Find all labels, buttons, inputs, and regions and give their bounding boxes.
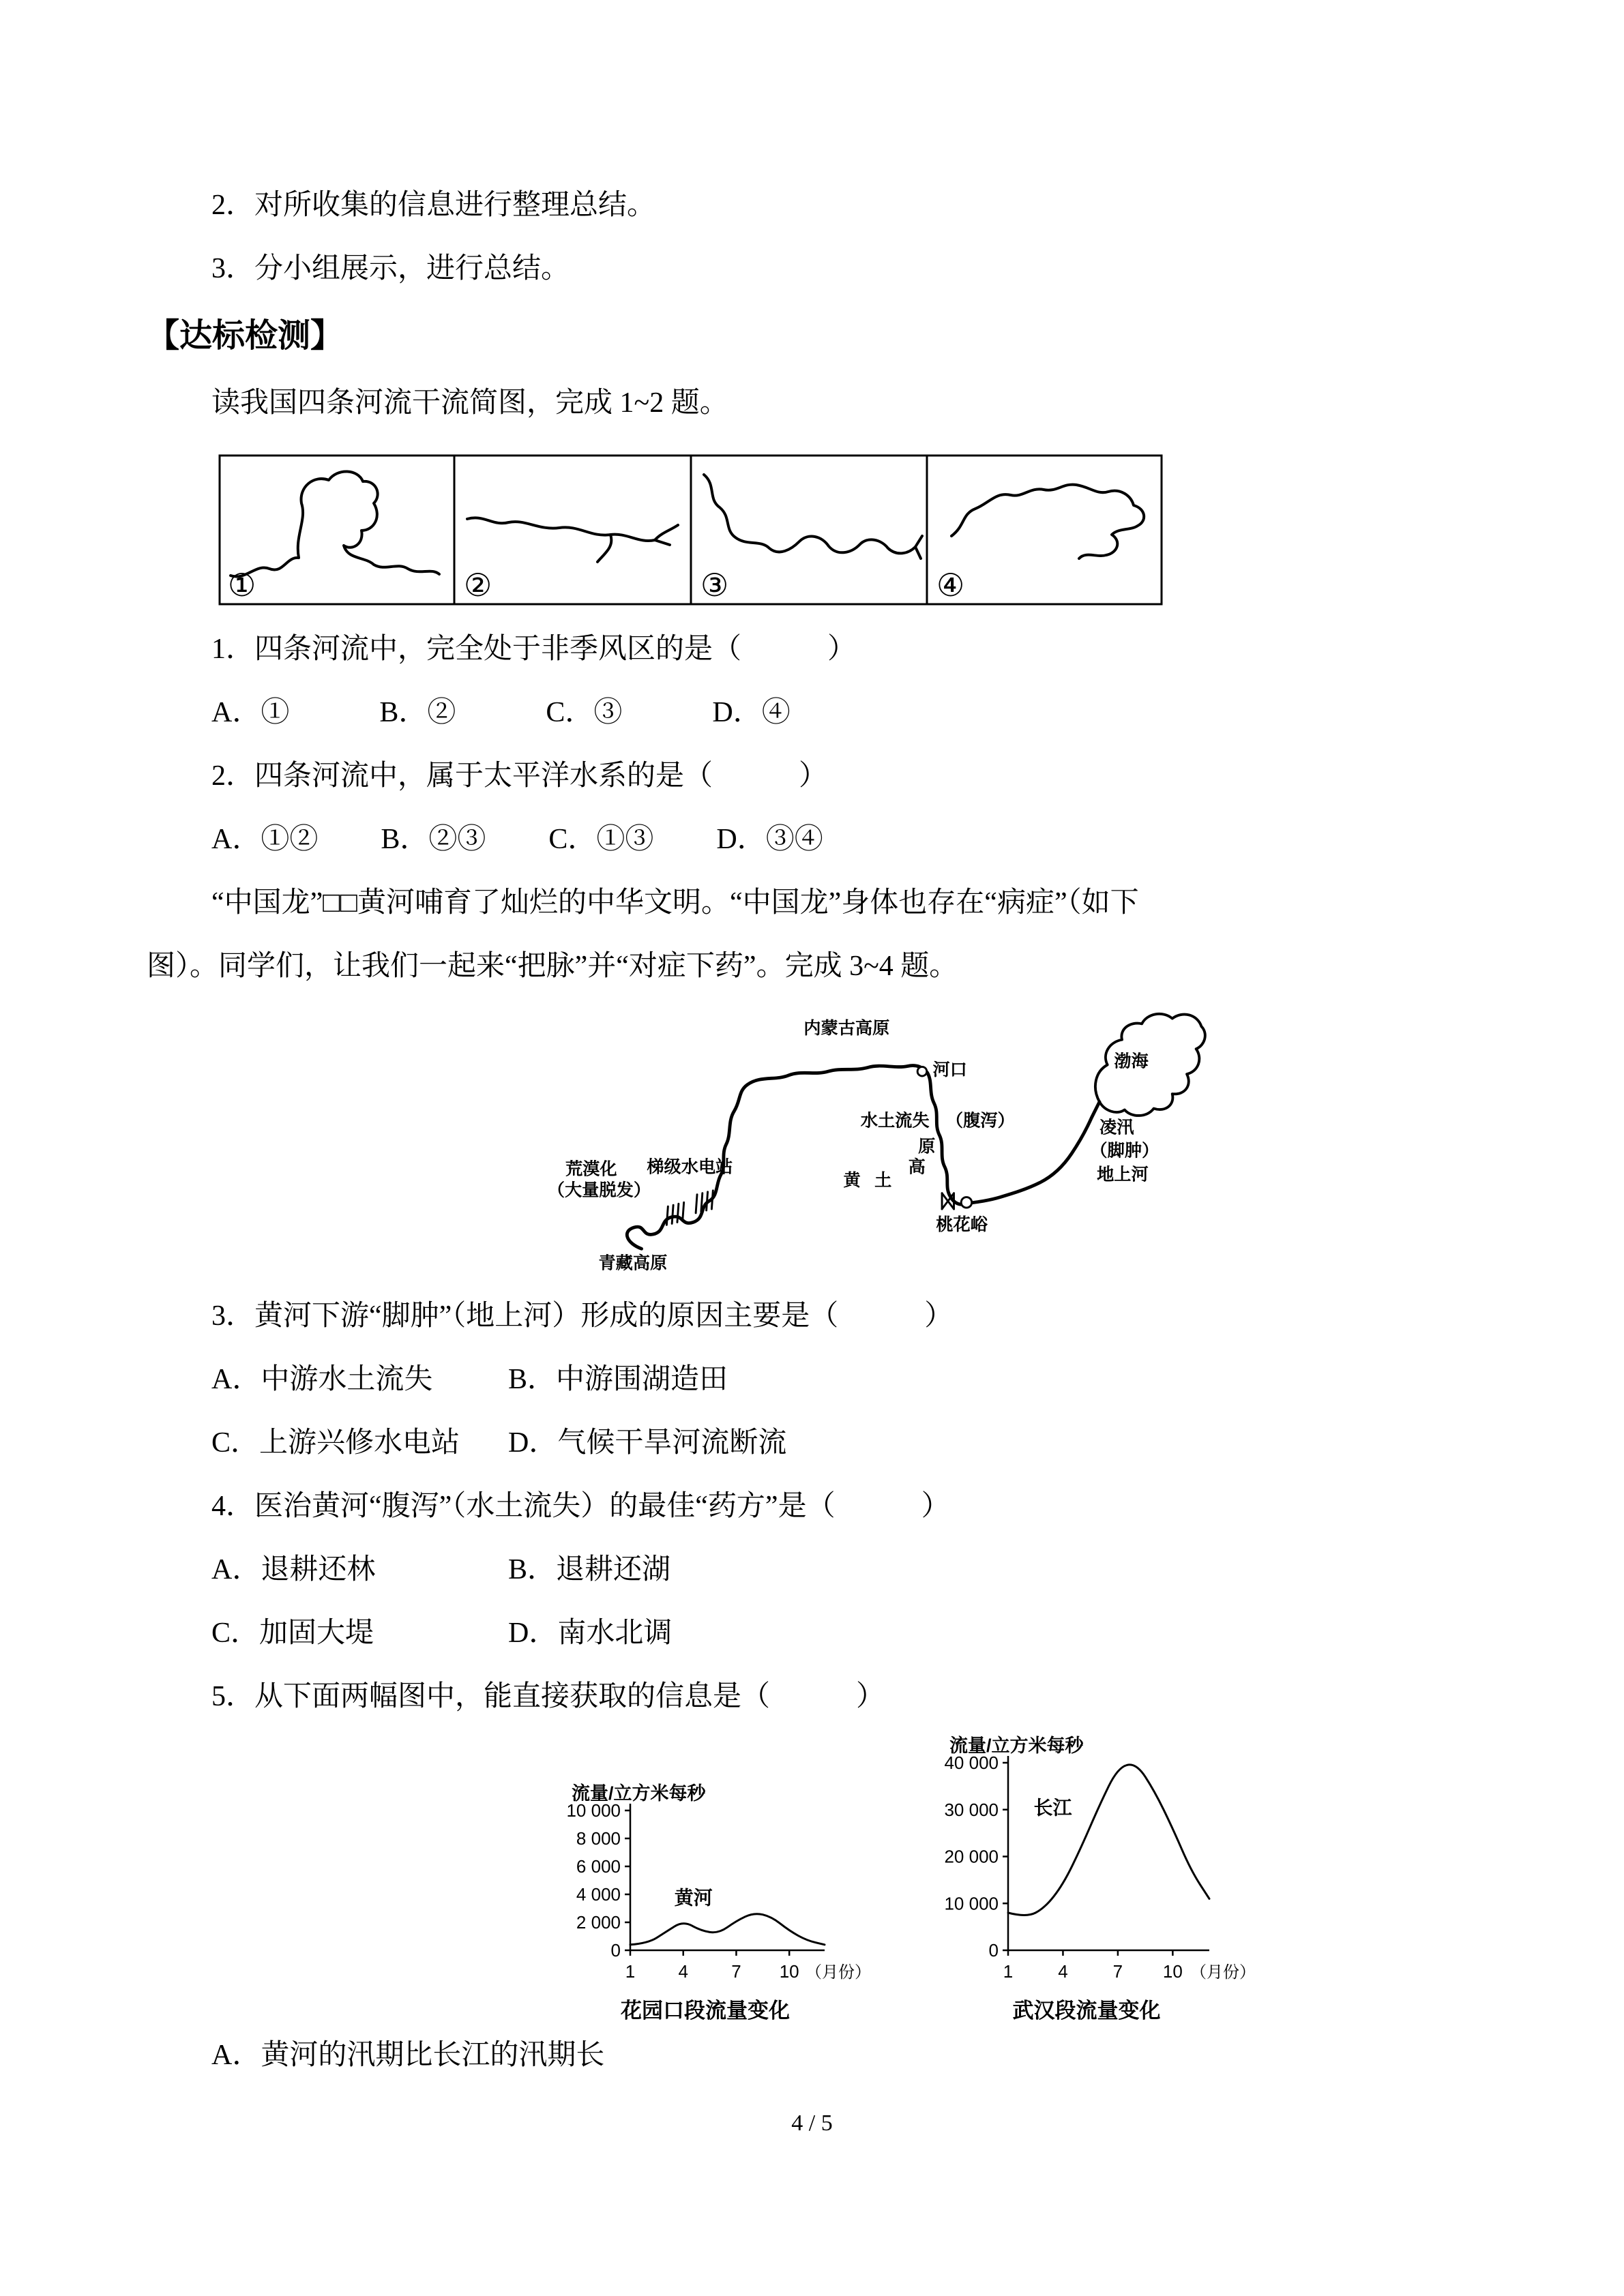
q3-option-a: A．中游水土流失 — [211, 1364, 433, 1395]
question-4-options — [147, 1538, 672, 1665]
svg-text:0: 0 — [988, 1940, 999, 1960]
river-sketch-4 — [951, 485, 1144, 558]
river-sketch-2 — [467, 518, 678, 562]
q1-option-c: C．③ — [546, 697, 623, 728]
four-rivers-svg — [218, 454, 1163, 606]
question-5: 5．从下面两幅图中，能直接获取的信息是（ ） — [211, 1681, 885, 1712]
q2-option-d: D．③④ — [716, 824, 823, 855]
label-hair-loss: （大量脱发） — [547, 1180, 651, 1200]
svg-text:流量/立方米每秒: 流量/立方米每秒 — [572, 1783, 706, 1804]
label-swollen-foot: （脚肿） — [1090, 1141, 1160, 1161]
yellow-river-discharge-chart — [562, 1783, 871, 1988]
svg-text:30 000: 30 000 — [944, 1799, 999, 1820]
label-taohuayu: 桃花峪 — [936, 1215, 988, 1235]
q2-option-a: A．①② — [211, 824, 319, 855]
section-title: 【达标检测】 — [147, 318, 344, 354]
q1-option-a: A．① — [211, 697, 290, 728]
svg-text:4: 4 — [1058, 1961, 1068, 1982]
question-1-options — [147, 681, 1501, 745]
yellow-river-svg — [542, 1004, 1211, 1282]
chart-caption-wuhan: 武汉段流量变化 — [1012, 1999, 1161, 2023]
svg-text:黄河: 黄河 — [674, 1887, 713, 1909]
q3-option-c: C．上游兴修水电站 — [211, 1427, 460, 1459]
page-number: 4 / 5 — [791, 2111, 833, 2136]
label-cascade-dams: 梯级水电站 — [647, 1157, 733, 1177]
four-rivers-figure — [218, 454, 1163, 606]
svg-text:（月份）: （月份） — [806, 1963, 871, 1982]
river-label-4: ④ — [936, 568, 965, 603]
svg-text:10 000: 10 000 — [944, 1893, 999, 1914]
chart-caption-huayuankou: 花园口段流量变化 — [621, 1999, 790, 2023]
q4-option-c: C．加固大堤 — [211, 1617, 374, 1649]
passage-line-1: “中国龙”□□黄河哺育了灿烂的中华文明。“中国龙”身体也存在“病症”（如下 — [211, 887, 1139, 919]
question-3: 3．黄河下游“脚肿”（地上河）形成的原因主要是（ ） — [211, 1300, 954, 1332]
question-3-options — [147, 1348, 786, 1475]
svg-text:8 000: 8 000 — [576, 1828, 621, 1849]
intro-q1-2: 读我国四条河流干流简图，完成 1~2 题。 — [211, 387, 728, 419]
q3-option-b: B．中游围湖造田 — [508, 1364, 728, 1395]
river-label-1: ① — [228, 568, 256, 603]
svg-text:10: 10 — [1162, 1961, 1183, 1982]
chart-huayuankou — [518, 1783, 871, 2024]
flow-charts — [518, 1735, 1501, 2024]
svg-text:0: 0 — [610, 1940, 621, 1960]
svg-text:1: 1 — [1003, 1961, 1014, 1982]
svg-text:流量/立方米每秒: 流量/立方米每秒 — [949, 1735, 1084, 1756]
yangtze-discharge-chart — [940, 1735, 1256, 1988]
svg-text:20 000: 20 000 — [944, 1846, 999, 1867]
question-4: 4．医治黄河“腹泻”（水土流失）的最佳“药方”是（ ） — [211, 1491, 950, 1522]
q2-option-c: C．①③ — [548, 824, 654, 855]
q4-option-d: D．南水北调 — [508, 1617, 673, 1649]
svg-text:7: 7 — [1112, 1961, 1123, 1982]
q2-option-b: B．②③ — [381, 824, 486, 855]
q3-option-d: D．气候干旱河流断流 — [508, 1427, 787, 1459]
question-2-options — [147, 808, 1501, 871]
label-bohai: 渤海 — [1114, 1052, 1149, 1071]
label-soil-erosion: 水土流失 — [860, 1111, 930, 1131]
chart-wuhan — [896, 1735, 1256, 2024]
label-inner-mongolia-plateau: 内蒙古高原 — [803, 1018, 890, 1038]
label-elevated-river: 地上河 — [1097, 1165, 1149, 1184]
passage-line-2: 图）。同学们，让我们一起来“把脉”并“对症下药”。完成 3~4 题。 — [147, 951, 958, 982]
task-line-3: 3．分小组展示，进行总结。 — [211, 253, 570, 284]
yellow-river-diagram — [542, 1004, 1211, 1282]
taohuayu-marker — [961, 1197, 972, 1208]
svg-text:2 000: 2 000 — [576, 1912, 621, 1933]
question-1: 1．四条河流中，完全处于非季风区的是（ ） — [211, 633, 857, 665]
dam-icon — [666, 1202, 683, 1225]
svg-text:40 000: 40 000 — [944, 1753, 999, 1773]
question-5-option-a: A．黄河的汛期比长江的汛期长 — [211, 2040, 605, 2071]
svg-text:4: 4 — [678, 1961, 688, 1982]
label-ice-flood: 凌汛 — [1099, 1118, 1134, 1137]
river-sketch-1 — [231, 471, 439, 576]
label-loess-tu: 土 — [874, 1171, 892, 1191]
label-loess-huang: 黄 — [843, 1171, 861, 1191]
river-label-3: ③ — [700, 568, 729, 603]
q4-option-b: B．退耕还湖 — [508, 1554, 671, 1585]
label-hekou: 河口 — [932, 1060, 967, 1080]
label-loess-yuan: 原 — [918, 1137, 936, 1157]
svg-text:（月份）: （月份） — [1190, 1963, 1256, 1982]
svg-text:6 000: 6 000 — [576, 1856, 621, 1877]
river-label-2: ② — [464, 568, 492, 603]
svg-text:10 000: 10 000 — [566, 1800, 621, 1821]
label-diarrhea: （腹泻） — [945, 1111, 1015, 1131]
bohai-sea-outline — [1095, 1014, 1205, 1116]
river-sketch-3 — [704, 475, 922, 558]
task-line-2: 2．对所收集的信息进行整理总结。 — [211, 190, 656, 221]
svg-text:1: 1 — [625, 1961, 636, 1982]
svg-text:10: 10 — [779, 1961, 799, 1982]
svg-text:长江: 长江 — [1033, 1797, 1072, 1819]
label-loess-gao: 高 — [908, 1157, 926, 1177]
label-qingzang-plateau: 青藏高原 — [598, 1253, 668, 1273]
svg-text:4 000: 4 000 — [576, 1884, 621, 1905]
q4-option-a: A．退耕还林 — [211, 1554, 376, 1585]
q1-option-b: B．② — [379, 697, 456, 728]
hekou-marker — [917, 1067, 927, 1076]
q1-option-d: D．④ — [712, 697, 791, 728]
question-2: 2．四条河流中，属于太平洋水系的是（ ） — [211, 760, 828, 792]
label-desertification: 荒漠化 — [565, 1159, 617, 1179]
svg-text:7: 7 — [731, 1961, 741, 1982]
